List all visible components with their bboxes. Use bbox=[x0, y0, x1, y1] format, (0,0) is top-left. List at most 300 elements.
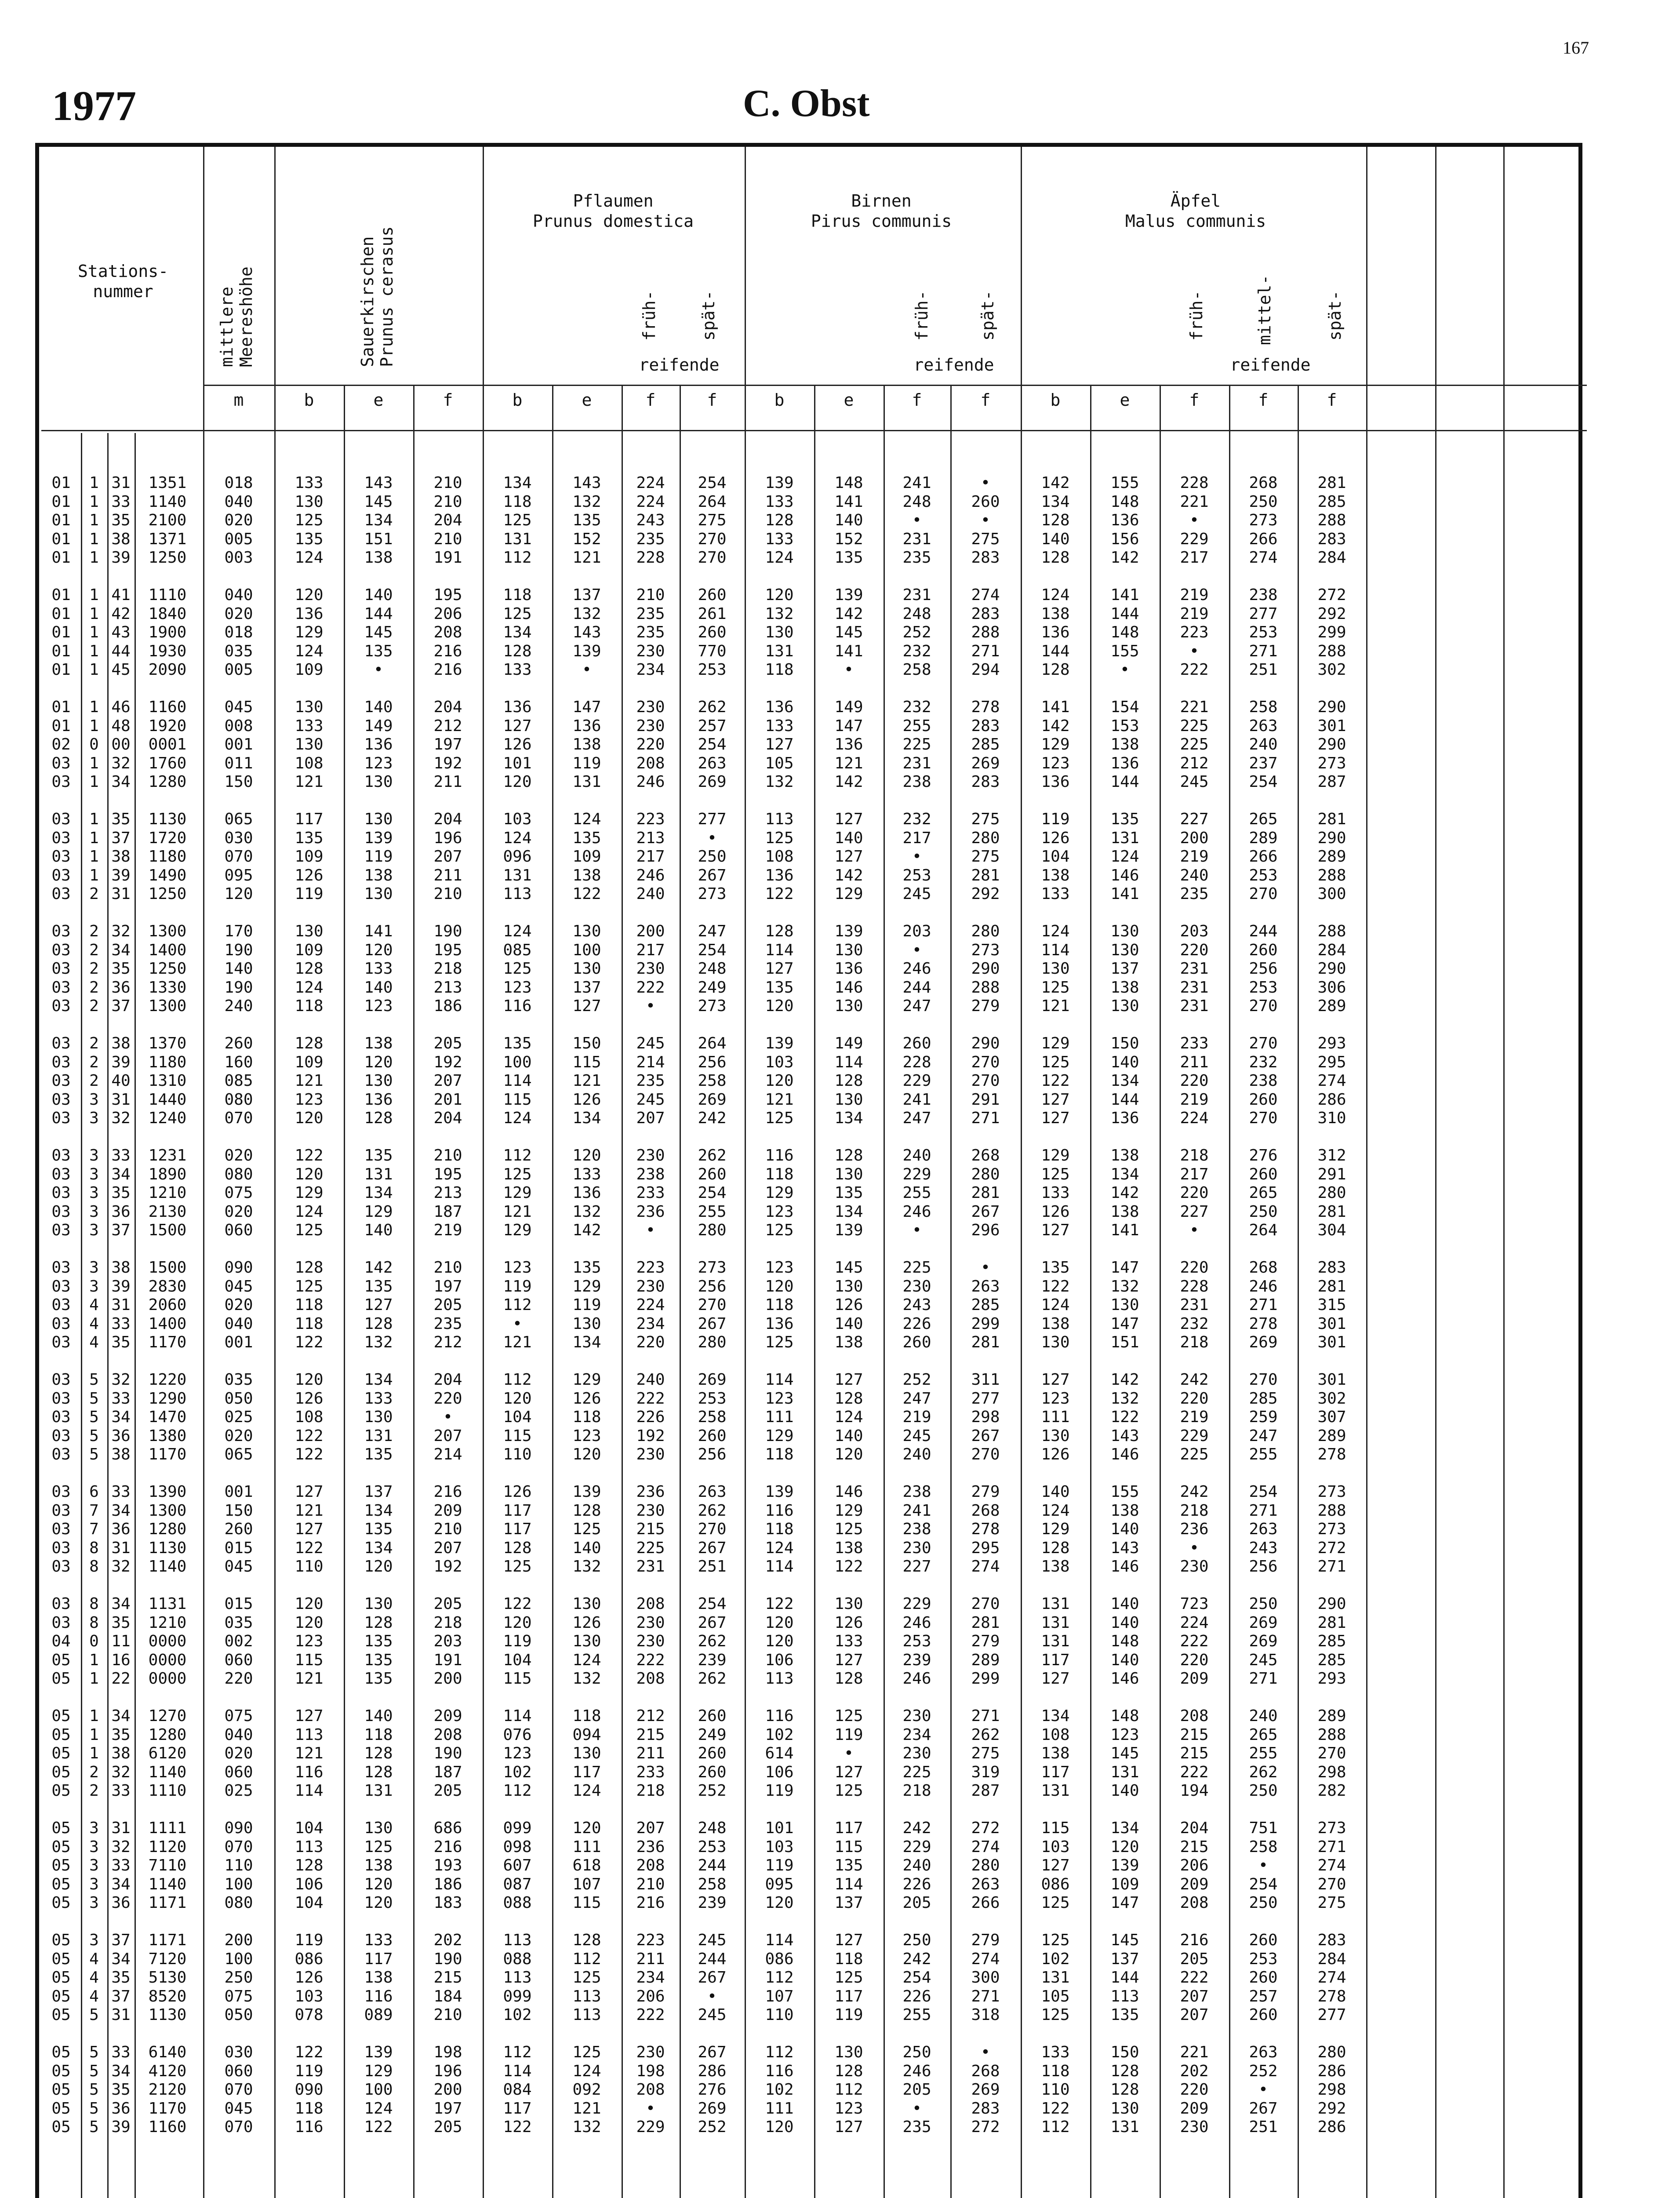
table-cell: 235 bbox=[636, 604, 665, 623]
table-cell: 110 bbox=[503, 1445, 532, 1463]
table-cell: 1 bbox=[89, 642, 99, 660]
table-cell: 230 bbox=[902, 1539, 931, 1557]
table-cell: 274 bbox=[971, 1558, 1000, 1576]
table-cell: 8 bbox=[89, 1539, 99, 1557]
table-cell: 220 bbox=[433, 1389, 462, 1408]
table-cell: 245 bbox=[698, 2006, 727, 2024]
table-cell: 1170 bbox=[148, 2099, 187, 2118]
table-cell: 127 bbox=[834, 1651, 863, 1669]
table-cell: 36 bbox=[111, 1427, 131, 1445]
table-cell: 060 bbox=[224, 2062, 253, 2080]
table-cell: 128 bbox=[503, 642, 532, 660]
table-cell: 204 bbox=[433, 810, 462, 828]
table-cell: 148 bbox=[834, 474, 863, 492]
table-cell: 150 bbox=[572, 1034, 601, 1052]
table-cell: 090 bbox=[224, 1819, 253, 1837]
table-cell: 140 bbox=[834, 1314, 863, 1333]
table-cell: 3 bbox=[89, 1146, 99, 1165]
table-cell: 39 bbox=[111, 1277, 131, 1296]
table-cell: 1 bbox=[89, 1670, 99, 1688]
table-cell: 125 bbox=[834, 1520, 863, 1538]
table-cell: 1720 bbox=[148, 829, 187, 847]
table-cell: 116 bbox=[765, 1707, 794, 1725]
table-cell: 01 bbox=[51, 623, 71, 641]
table-cell: 254 bbox=[698, 1595, 727, 1613]
table-cell: 257 bbox=[1249, 1987, 1278, 2005]
table-cell: 268 bbox=[971, 1146, 1000, 1165]
table-cell: 38 bbox=[111, 1744, 131, 1762]
table-cell: 122 bbox=[1041, 1072, 1070, 1090]
table-cell: 137 bbox=[572, 978, 601, 997]
table-cell: 255 bbox=[902, 2006, 931, 2024]
table-cell: 132 bbox=[572, 1670, 601, 1688]
table-cell: 100 bbox=[503, 1053, 532, 1071]
column-rule bbox=[81, 433, 82, 2198]
table-cell: 203 bbox=[1180, 922, 1209, 940]
table-cell: 131 bbox=[1041, 1613, 1070, 1632]
table-cell: 120 bbox=[765, 586, 794, 604]
table-cell: 244 bbox=[1249, 922, 1278, 940]
table-cell: 269 bbox=[1249, 1613, 1278, 1632]
table-cell: 298 bbox=[971, 1408, 1000, 1426]
table-cell: 125 bbox=[503, 511, 532, 529]
table-cell: 614 bbox=[765, 1744, 794, 1762]
table-cell: 39 bbox=[111, 866, 131, 884]
table-cell: 118 bbox=[364, 1725, 393, 1744]
table-cell: 34 bbox=[111, 2062, 131, 2080]
table-cell: 135 bbox=[765, 978, 794, 997]
table-cell: 115 bbox=[503, 1427, 532, 1445]
table-cell: 269 bbox=[971, 754, 1000, 772]
table-cell: 122 bbox=[295, 1539, 324, 1557]
table-cell: 293 bbox=[1317, 1034, 1346, 1052]
table-cell: 204 bbox=[1180, 1819, 1209, 1837]
table-cell: 114 bbox=[834, 1053, 863, 1071]
table-cell: 065 bbox=[224, 1445, 253, 1463]
table-cell: 152 bbox=[572, 530, 601, 548]
table-cell: 102 bbox=[1041, 1950, 1070, 1968]
table-cell: 16 bbox=[111, 1651, 131, 1669]
table-cell: 204 bbox=[433, 1109, 462, 1127]
table-cell: 124 bbox=[572, 2062, 601, 2080]
table-cell: 228 bbox=[1180, 474, 1209, 492]
table-cell: 271 bbox=[1249, 1670, 1278, 1688]
table-cell: 127 bbox=[834, 810, 863, 828]
table-cell: 102 bbox=[503, 1763, 532, 1781]
table-cell: 135 bbox=[572, 511, 601, 529]
table-cell: 127 bbox=[364, 1296, 393, 1314]
table-cell: 05 bbox=[51, 2043, 71, 2061]
table-cell: 145 bbox=[834, 1259, 863, 1277]
table-cell: 265 bbox=[1249, 1725, 1278, 1744]
table-cell: 05 bbox=[51, 1931, 71, 1949]
table-cell: 272 bbox=[971, 1819, 1000, 1837]
table-cell: 286 bbox=[1317, 2062, 1346, 2080]
table-cell: 229 bbox=[636, 2118, 665, 2136]
table-cell: 270 bbox=[971, 1445, 1000, 1463]
table-cell: 05 bbox=[51, 1838, 71, 1856]
table-cell: 130 bbox=[765, 623, 794, 641]
table-cell: 2060 bbox=[148, 1296, 187, 1314]
table-cell: 301 bbox=[1317, 1314, 1346, 1333]
table-cell: 113 bbox=[295, 1725, 324, 1744]
column-rule bbox=[1160, 385, 1161, 2198]
table-cell: 5 bbox=[89, 1371, 99, 1389]
table-cell: 38 bbox=[111, 848, 131, 866]
table-cell: 310 bbox=[1317, 1109, 1346, 1127]
table-cell: 268 bbox=[971, 1501, 1000, 1520]
table-cell: 271 bbox=[1249, 1296, 1278, 1314]
table-cell: 102 bbox=[765, 2081, 794, 2099]
table-cell: 1920 bbox=[148, 717, 187, 735]
table-cell: 138 bbox=[1041, 866, 1070, 884]
table-cell: 270 bbox=[1249, 1371, 1278, 1389]
table-cell: 075 bbox=[224, 1707, 253, 1725]
table-cell: 045 bbox=[224, 2099, 253, 2118]
table-cell: 253 bbox=[698, 661, 727, 679]
table-cell: 302 bbox=[1317, 661, 1346, 679]
table-cell: 03 bbox=[51, 1277, 71, 1296]
table-cell: 131 bbox=[1041, 1782, 1070, 1800]
table-cell: 222 bbox=[636, 1389, 665, 1408]
table-cell: 1 bbox=[89, 1707, 99, 1725]
table-cell: 132 bbox=[572, 1202, 601, 1221]
table-cell: 114 bbox=[765, 1558, 794, 1576]
table-cell: 123 bbox=[295, 1632, 324, 1650]
table-cell: 112 bbox=[503, 1296, 532, 1314]
table-cell: 229 bbox=[902, 1072, 931, 1090]
table-cell: 184 bbox=[433, 1987, 462, 2005]
table-cell: 272 bbox=[1317, 586, 1346, 604]
plums-late-label: spät- bbox=[699, 290, 718, 341]
table-cell: 1 bbox=[89, 530, 99, 548]
table-cell: 03 bbox=[51, 960, 71, 978]
table-cell: 123 bbox=[765, 1259, 794, 1277]
table-cell: 245 bbox=[1180, 773, 1209, 791]
table-cell: 280 bbox=[1317, 2043, 1346, 2061]
table-cell: 260 bbox=[1249, 1090, 1278, 1109]
table-cell: 114 bbox=[1041, 941, 1070, 959]
table-cell: 266 bbox=[1249, 530, 1278, 548]
table-cell: 132 bbox=[572, 2118, 601, 2136]
unit-label: f bbox=[912, 390, 922, 410]
table-cell: 1840 bbox=[148, 604, 187, 623]
table-cell: 190 bbox=[433, 1744, 462, 1762]
table-cell: 248 bbox=[698, 960, 727, 978]
table-cell: 120 bbox=[1110, 1838, 1139, 1856]
table-cell: 096 bbox=[503, 848, 532, 866]
table-cell: 03 bbox=[51, 1558, 71, 1576]
table-cell: 271 bbox=[1249, 642, 1278, 660]
table-cell: 138 bbox=[834, 1539, 863, 1557]
table-cell: 106 bbox=[295, 1875, 324, 1893]
table-cell: 31 bbox=[111, 885, 131, 903]
table-cell: 121 bbox=[295, 773, 324, 791]
table-cell: 261 bbox=[698, 604, 727, 623]
table-cell: 253 bbox=[698, 1838, 727, 1856]
table-cell: 36 bbox=[111, 1202, 131, 1221]
table-cell: 130 bbox=[1110, 1296, 1139, 1314]
table-cell: 242 bbox=[1180, 1483, 1209, 1501]
table-cell: 279 bbox=[971, 1632, 1000, 1650]
table-cell: 220 bbox=[636, 1333, 665, 1351]
table-cell: 246 bbox=[902, 2062, 931, 2080]
table-cell: 1 bbox=[89, 717, 99, 735]
table-cell: 119 bbox=[834, 1725, 863, 1744]
table-cell: 227 bbox=[1180, 1202, 1209, 1221]
table-cell: 34 bbox=[111, 1165, 131, 1183]
table-cell: 278 bbox=[1249, 1314, 1278, 1333]
table-cell: 154 bbox=[1110, 698, 1139, 716]
table-cell: 227 bbox=[902, 1558, 931, 1576]
table-cell: 150 bbox=[1110, 2043, 1139, 2061]
table-cell: 01 bbox=[51, 492, 71, 511]
table-cell: 129 bbox=[364, 2062, 393, 2080]
table-cell: 060 bbox=[224, 1221, 253, 1239]
unit-label: m bbox=[233, 390, 244, 410]
table-cell: 118 bbox=[572, 1707, 601, 1725]
table-cell: 146 bbox=[834, 1483, 863, 1501]
table-cell: 194 bbox=[1180, 1782, 1209, 1800]
table-cell: 260 bbox=[698, 1427, 727, 1445]
table-cell: 209 bbox=[433, 1501, 462, 1520]
pears-header: Birnen Pirus communis bbox=[811, 191, 952, 231]
table-cell: 35 bbox=[111, 2081, 131, 2099]
table-cell: 1170 bbox=[148, 1333, 187, 1351]
table-cell: • bbox=[912, 2099, 922, 2118]
table-cell: 233 bbox=[1180, 1034, 1209, 1052]
table-cell: 125 bbox=[765, 1221, 794, 1239]
table-cell: 142 bbox=[364, 1259, 393, 1277]
table-cell: 207 bbox=[433, 1539, 462, 1557]
table-cell: 140 bbox=[364, 586, 393, 604]
table-cell: 104 bbox=[295, 1819, 324, 1837]
table-cell: 112 bbox=[572, 1950, 601, 1968]
table-cell: 129 bbox=[765, 1427, 794, 1445]
table-cell: 146 bbox=[1110, 866, 1139, 884]
table-cell: 242 bbox=[698, 1109, 727, 1127]
table-cell: 200 bbox=[433, 2081, 462, 2099]
table-cell: 238 bbox=[1249, 586, 1278, 604]
table-cell: 117 bbox=[295, 810, 324, 828]
table-cell: 215 bbox=[433, 1969, 462, 1987]
table-cell: 070 bbox=[224, 1109, 253, 1127]
table-cell: 42 bbox=[111, 604, 131, 623]
table-cell: 217 bbox=[636, 848, 665, 866]
table-cell: 120 bbox=[572, 1819, 601, 1837]
pears-ripening-label: reifende bbox=[913, 355, 994, 375]
table-cell: 187 bbox=[433, 1202, 462, 1221]
table-cell: 136 bbox=[765, 698, 794, 716]
table-cell: 192 bbox=[433, 1558, 462, 1576]
unit-label: f bbox=[645, 390, 656, 410]
table-cell: 273 bbox=[698, 997, 727, 1015]
table-cell: 205 bbox=[433, 2118, 462, 2136]
table-cell: 35 bbox=[111, 960, 131, 978]
unit-label: e bbox=[1120, 390, 1130, 410]
table-cell: 035 bbox=[224, 1613, 253, 1632]
table-cell: 3 bbox=[89, 1184, 99, 1202]
table-cell: 217 bbox=[1180, 1165, 1209, 1183]
table-cell: 120 bbox=[765, 1613, 794, 1632]
column-rule bbox=[483, 147, 484, 2198]
table-cell: 133 bbox=[765, 530, 794, 548]
table-cell: 03 bbox=[51, 1445, 71, 1463]
table-cell: 05 bbox=[51, 2081, 71, 2099]
table-cell: 129 bbox=[1041, 1520, 1070, 1538]
table-cell: 33 bbox=[111, 492, 131, 511]
table-cell: 125 bbox=[765, 829, 794, 847]
table-cell: 125 bbox=[1041, 978, 1070, 997]
table-cell: 020 bbox=[224, 1296, 253, 1314]
table-cell: 115 bbox=[834, 1838, 863, 1856]
table-cell: 219 bbox=[1180, 604, 1209, 623]
table-cell: 230 bbox=[902, 1744, 931, 1762]
header-rule bbox=[41, 430, 1587, 431]
table-cell: 125 bbox=[503, 1558, 532, 1576]
table-cell: 228 bbox=[636, 549, 665, 567]
table-cell: 03 bbox=[51, 997, 71, 1015]
table-cell: 281 bbox=[1317, 474, 1346, 492]
table-cell: 119 bbox=[1041, 810, 1070, 828]
table-cell: 230 bbox=[636, 1445, 665, 1463]
table-cell: • bbox=[646, 997, 655, 1015]
table-cell: 289 bbox=[971, 1651, 1000, 1669]
table-cell: 123 bbox=[834, 2099, 863, 2118]
table-cell: 192 bbox=[433, 754, 462, 772]
table-cell: 141 bbox=[364, 922, 393, 940]
unit-label: e bbox=[373, 390, 384, 410]
table-cell: 230 bbox=[636, 1277, 665, 1296]
table-cell: 2 bbox=[89, 1034, 99, 1052]
table-cell: • bbox=[981, 1259, 990, 1277]
table-cell: 127 bbox=[295, 1520, 324, 1538]
table-cell: 120 bbox=[765, 1277, 794, 1296]
table-cell: 135 bbox=[1041, 1259, 1070, 1277]
table-cell: 231 bbox=[1180, 997, 1209, 1015]
table-cell: 33 bbox=[111, 1389, 131, 1408]
table-cell: 147 bbox=[1110, 1314, 1139, 1333]
table-cell: 128 bbox=[295, 960, 324, 978]
table-cell: 03 bbox=[51, 1053, 71, 1071]
table-cell: 1 bbox=[89, 754, 99, 772]
table-cell: 248 bbox=[698, 1819, 727, 1837]
table-cell: 121 bbox=[295, 1670, 324, 1688]
table-cell: • bbox=[1189, 642, 1199, 660]
table-cell: 123 bbox=[364, 754, 393, 772]
table-cell: 111 bbox=[765, 2099, 794, 2118]
table-cell: 232 bbox=[1249, 1053, 1278, 1071]
table-cell: 138 bbox=[572, 735, 601, 753]
table-cell: • bbox=[374, 661, 383, 679]
table-cell: 112 bbox=[503, 2043, 532, 2061]
table-cell: 283 bbox=[971, 549, 1000, 567]
table-cell: 116 bbox=[364, 1987, 393, 2005]
table-cell: 277 bbox=[1249, 604, 1278, 623]
table-cell: 118 bbox=[765, 1520, 794, 1538]
table-cell: 122 bbox=[765, 1595, 794, 1613]
table-cell: 228 bbox=[1180, 1277, 1209, 1296]
table-cell: 208 bbox=[433, 1725, 462, 1744]
table-cell: 205 bbox=[433, 1034, 462, 1052]
table-cell: 132 bbox=[1110, 1389, 1139, 1408]
table-cell: 130 bbox=[572, 960, 601, 978]
table-cell: 1171 bbox=[148, 1894, 187, 1912]
table-cell: 117 bbox=[1041, 1651, 1070, 1669]
table-cell: 113 bbox=[503, 1969, 532, 1987]
table-cell: 245 bbox=[902, 885, 931, 903]
column-rule bbox=[135, 433, 136, 2198]
table-cell: 139 bbox=[572, 1483, 601, 1501]
table-cell: 133 bbox=[572, 1165, 601, 1183]
table-cell: 284 bbox=[1317, 1950, 1346, 1968]
table-cell: 128 bbox=[1041, 1539, 1070, 1557]
unit-label: e bbox=[582, 390, 592, 410]
table-cell: 36 bbox=[111, 2099, 131, 2118]
table-cell: 32 bbox=[111, 1558, 131, 1576]
table-cell: 111 bbox=[1041, 1408, 1070, 1426]
table-cell: 141 bbox=[1041, 698, 1070, 716]
apples-header: Äpfel Malus communis bbox=[1125, 191, 1266, 231]
table-cell: 195 bbox=[433, 586, 462, 604]
table-cell: 5 bbox=[89, 2062, 99, 2080]
table-cell: 217 bbox=[636, 941, 665, 959]
table-cell: 246 bbox=[902, 960, 931, 978]
table-cell: 146 bbox=[834, 978, 863, 997]
table-cell: 133 bbox=[834, 1632, 863, 1650]
table-cell: 1890 bbox=[148, 1165, 187, 1183]
table-cell: 224 bbox=[636, 474, 665, 492]
table-cell: 215 bbox=[1180, 1725, 1209, 1744]
table-cell: 36 bbox=[111, 1894, 131, 1912]
table-cell: 070 bbox=[224, 2081, 253, 2099]
table-cell: 1250 bbox=[148, 885, 187, 903]
table-cell: 110 bbox=[224, 1856, 253, 1874]
table-cell: 235 bbox=[433, 1314, 462, 1333]
table-cell: 192 bbox=[636, 1427, 665, 1445]
table-cell: 133 bbox=[503, 661, 532, 679]
table-cell: 128 bbox=[1110, 2062, 1139, 2080]
table-cell: 222 bbox=[636, 2006, 665, 2024]
table-cell: 224 bbox=[1180, 1613, 1209, 1632]
table-cell: 211 bbox=[636, 1950, 665, 1968]
table-cell: 1130 bbox=[148, 810, 187, 828]
table-cell: 128 bbox=[503, 1539, 532, 1557]
table-cell: 142 bbox=[1041, 717, 1070, 735]
table-cell: 208 bbox=[636, 754, 665, 772]
table-cell: 138 bbox=[364, 549, 393, 567]
table-cell: 186 bbox=[433, 1875, 462, 1893]
table-cell: 147 bbox=[1110, 1259, 1139, 1277]
table-cell: 100 bbox=[364, 2081, 393, 2099]
column-rule bbox=[622, 385, 623, 2198]
table-cell: 130 bbox=[572, 1744, 601, 1762]
table-cell: 134 bbox=[1041, 492, 1070, 511]
table-cell: 258 bbox=[1249, 698, 1278, 716]
table-cell: 123 bbox=[503, 1259, 532, 1277]
table-cell: 120 bbox=[295, 1613, 324, 1632]
table-cell: 128 bbox=[364, 1109, 393, 1127]
table-cell: 236 bbox=[636, 1202, 665, 1221]
table-cell: 124 bbox=[1041, 586, 1070, 604]
table-cell: 01 bbox=[51, 604, 71, 623]
table-cell: 131 bbox=[572, 773, 601, 791]
column-rule bbox=[680, 385, 681, 2198]
table-cell: 138 bbox=[834, 1333, 863, 1351]
table-cell: 1131 bbox=[148, 1595, 187, 1613]
table-cell: 723 bbox=[1180, 1595, 1209, 1613]
table-cell: 32 bbox=[111, 922, 131, 940]
